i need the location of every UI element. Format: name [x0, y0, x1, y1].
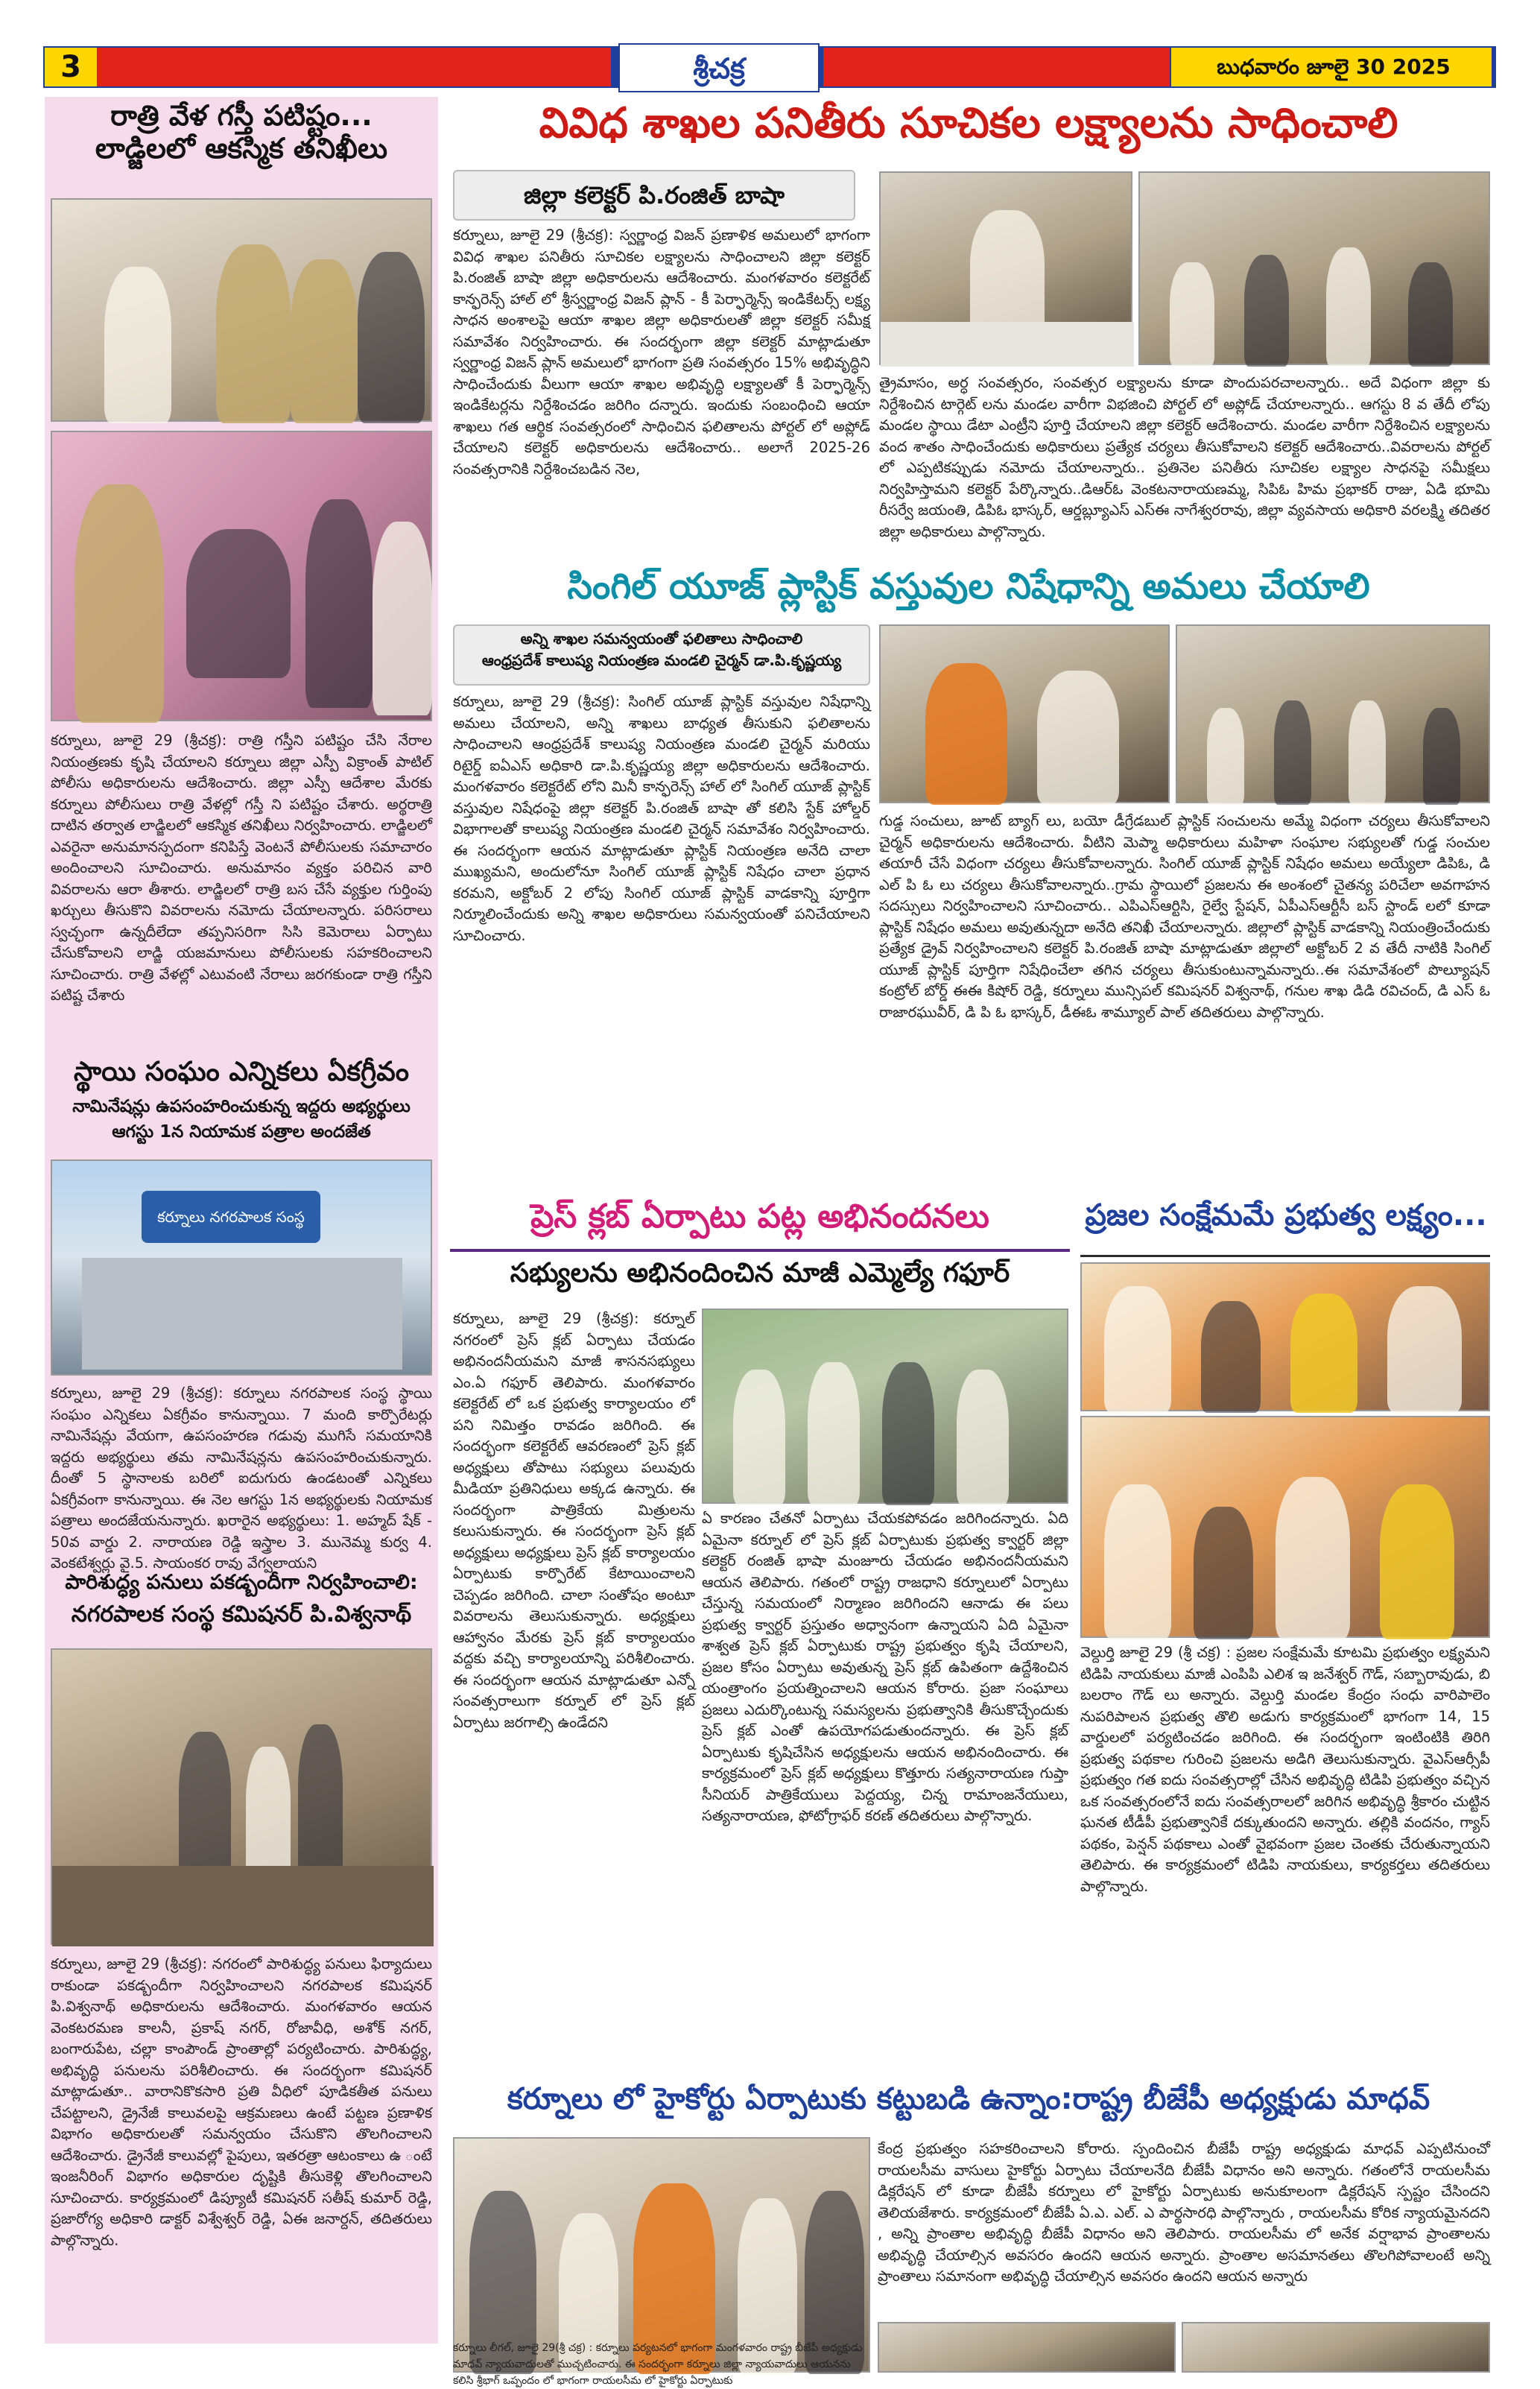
welfare-body: వెల్దుర్తి జూలై 29 (శ్రీ చక్ర) : ప్రజల సంక్షేమమే కూటమి ప్రభుత్వం లక్ష్యమని టిడిపి నాయకులు మాజీ ఎంపిపి ఎలిశ ఇ జనేశ్వర్ గౌడ్, సబ్బారావుడు, బి బలరాం గౌడ్ లు అన్నారు. వెల్దుర్తి మండల కేంద్రం సంధు వారిపాలెం నుపరిపాలన ప్రభుత్వ తొలి అడుగు కార్యక్రమంలో భాగంగా 14, 15 వార్డులలో పర్యటించడం జరిగింది. ఈ సందర్భంగా ఇంటింటికి తిరిగి ప్రభుత్వ పథకాల గురించి ప్రజలను అడిగి తెలుసుకున్నారు. వైఎస్ఆర్సీపీ ప్రభుత్వం గత ఐదు సంవత్సరాల్లో చేసిన అభివృద్ధి టిడిపి ప్రభుత్వం వచ్చిన ఒక సంవత్సరంలోనే ఐదు సంవత్సరాలలో జరిగిన అభివృద్ధి శ్రీకారం చుట్టిన ఘనత టీడీపీ ప్రభుత్వానికే దక్కుతుందని అన్నారు. తల్లికి వందనం, గ్యాస్ పథకం, పెన్షన్ పథకాలు ఎంతో వైభవంగా ప్రజల చెంతకు చేరుతున్నాయని తెలిపారు. ఈ కార్యక్రమంలో టిడిపి నాయకులు, కార్యకర్తలు తదితరులు పాల్గొన్నారు.: [1080, 1644, 1490, 1895]
person-figure: [246, 1747, 291, 1881]
plastic-subhead-1: అన్ని శాఖల సమన్వయంతో ఫలితాలు సాధించాలి: [520, 630, 803, 648]
story-night-patrol-headline: [49, 100, 434, 188]
press-club-rule: [450, 1249, 1070, 1252]
plastic-subhead-box: [453, 624, 870, 686]
high-court-headline: కర్నూలు లో హైకోర్టు ఏర్పాటుకు కట్టుబడి ఉన్నాం:రాష్ట్ర బీజేపీ అధ్యక్షుడు మాధవ్: [507, 2082, 1430, 2116]
masthead-red-band-right: [823, 48, 1170, 86]
person-figure: [1104, 1286, 1171, 1413]
officer-figure: [216, 244, 291, 423]
performance-body-left: కర్నూలు, జూలై 29 (శ్రీచక్ర): స్వర్ణాంధ్ర విజన్ ప్రణాళిక అమలులో భాగంగా వివిధ శాఖల పనితీరు సూచికల లక్ష్యాలను సాధించాలని జిల్లా కలెక్టర్ పి.రంజిత్ బాషా జిల్లా అధికారులను ఆదేశించారు. మంగళవారం కలెక్టరేట్ కాన్ఫరెన్స్ హాల్ లో శ్రీస్వర్ణాంధ్ర విజన్ ప్లాన్ - కీ పెర్ఫార్మెన్స్ ఇండికేటర్స్ లక్ష్య సాధన అంశాలపై ఆయా శాఖల జిల్లా అధికారులతో జిల్లా కలెక్టర్ సమీక్ష సమావేశం నిర్వహించారు. ఈ సందర్భంగా జిల్లా కలెక్టర్ మాట్లాడుతూ స్వర్ణాంధ్ర విజన్ ప్లాన్ అమలులో భాగంగా ప్రతి సంవత్సరం 15% అభివృద్ధిని సాధించేందుకు వీలుగా ఆయా శాఖల అభివృద్ధి లక్ష్యాలతో కీ పెర్ఫార్మెన్స్ ఇండికేటర్లను నిర్దేశించడం జరిగిం దన్నారు. ఇందుకు సంబంధించి ఆయా శాఖలు గత ఆర్థిక సంవత్సరంలో సాధించిన ఫలితాలను పోర్టల్ లో అప్లోడ్ చేయాలని కలెక్టర్ అధికారులను ఆదేశించారు.. అలాగే 2025-26 సంవత్సరానికి నిర్దేశించబడిన నెల,: [453, 227, 870, 478]
person-figure: [1274, 700, 1311, 805]
sanitation-subhead: నగరపాలక సంస్థ కమిషనర్ పి.విశ్వనాథ్: [71, 1601, 412, 1627]
masthead-red-band: [45, 48, 611, 86]
high-court-caption: కర్నూలు లీగల్, జూలై 29(శ్రీ చక్ర) : కర్నూలు పర్యటనలో భాగంగా మంగళవారం రాష్ట్ర బీజేపీ అధ్యక్షుడు మాధవ్ న్యాయవాదులతో ముచ్చటించారు. ఈ సందర్భంగా కర్నూలు జిల్లా న్యాయవాదులు ఆయనను కలిసి శ్రీభాగ్ ఒప్పందం లో భాగంగా రాయలసీమ లో హైకోర్టు ఏర్పాటుకు: [453, 2342, 863, 2387]
performance-body-right: త్రైమాసం, అర్ధ సంవత్సరం, సంవత్సర లక్ష్యాలను కూడా పొందుపరచాలన్నారు.. అదే విధంగా జిల్లా కు నిర్దేశించిన టార్గెట్ లను మండల వారీగా విభజించి పోర్టల్ లో అప్లోడ్ చేయాలన్నారు.. ఆగస్టు 8 వ తేదీ లోపు మండల స్థాయి డేటా ఎంట్రీని పూర్తి చేయాలని జిల్లా కలెక్టర్ ఆదేశించారు. మండల వారీగా నిర్దేశించిన లక్ష్యాలను వంద శాతం సాధించేందుకు అధికారులు ప్రత్యేక చర్యలు తీసుకోవాలని కలెక్టర్ ఆదేశించారు..వివరాలను పోర్టల్ లో ఎప్పటికప్పుడు నమోదు చేయాలన్నారు.. ప్రతినెల పనితీరు సూచికల లక్ష్యాల సాధనపై సమీక్షలు నిర్వహిస్తామని కలెక్టర్ పేర్కొన్నారు..డిఆర్ఓ వెంకటనారాయణమ్మ, సిపిఓ హిమ ప్రభాకర్ రాజు, ఏడి భూమి రీసర్వే జయంతి, డిపిఓ భాస్కర్, ఆర్డబ్ల్యూఎస్ ఎస్ఈ నాగేశ్వరరావు, జిల్లా వ్యవసాయ అధికారి వరలక్ష్మి తదితర జిల్లా అధికారులు పాల్గొన్నారు.: [879, 374, 1490, 540]
review-meeting-photo-2: [1138, 171, 1490, 365]
person-figure: [733, 1370, 785, 1505]
sanitation-inspection-photo: [51, 1648, 432, 1945]
person-figure: [1244, 255, 1289, 367]
sanitation-body: కర్నూలు, జూలై 29 (శ్రీచక్ర): నగరంలో పారిశుద్ధ్య పనులు ఫిర్యాదులు రాకుండా పకడ్బందీగా నిర్వహించాలని నగరపాలక కమిషనర్ పి.విశ్వనాథ్ అధికారులను ఆదేశించారు. మంగళవారం ఆయన వెంకటరమణ కాలనీ, ప్రకాష్ నగర్, రోజావీధి, అశోక్ నగర్, బంగారుపేట, చల్లా కాంపౌండ్ ప్రాంతాల్లో పర్యటించారు. పారిశుద్ధ్య, అభివృద్ధి పనులను పరిశీలించారు. ఈ సందర్భంగా కమిషనర్ మాట్లాడుతూ.. వారానికొకసారి ప్రతి వీధిలో పూడికతీత పనులు చేపట్టాలని, డ్రైనేజీ కాలువలపై ఆక్రమణలు ఉంటే పట్టణ ప్రణాళిక విభాగం అధికారులతో సమన్వయం చేసుకొని తొలగించాలని ఆదేశించారు. డ్రైనేజీ కాలువల్లో పైపులు, ఇతరత్రా ఆటంకాలు ఉ ంటే ఇంజనీరింగ్ విభాగం అధికారుల దృష్టికి తీసుకెళ్లి తొలగించాలని సూచించారు. కార్యక్రమంలో డిప్యూటీ కమిషనర్ సతీష్ కుమార్ రెడ్డి, ప్రజారోగ్య అధికారి డాక్టర్ విశ్వేశ్వర్ రెడ్డి, ఏఈ జనార్దన్, తదితరులు పాల్గొన్నారు.: [51, 1955, 432, 2249]
person-figure: [179, 1732, 231, 1881]
high-court-body: కేంద్ర ప్రభుత్వం సహకరించాలని కోరారు. స్పందించిన బీజేపీ రాష్ట్ర అధ్యక్షుడు మాధవ్ ఎప్పటినుంచో రాయలసీమ వాసులు హైకోర్టు ఏర్పాటు చేయాలనేది బీజేపీ విధానం అని అన్నారు. గతంలోనే రాయలసీమ డిక్లరేషన్ లో కూడా బీజేపీ కర్నూలు లో హైకోర్టు ఏర్పాటుకు అనుకూలంగా డిక్లరేషన్ స్పష్టం చేసిందని తెలియజేశారు. కార్యక్రమంలో బీజేపీ ఏ.ఎ. ఎల్. ఎ పార్థసారధి పాల్గొన్నారు , రాయలసీమ కోరిక న్యాయమైనదని , అన్ని ప్రాంతాల అభివృద్ధి బీజేపీ విధానం అని తెలిపారు. రాయలసీమ లో అనేక వర్షాభావ ప్రాంతాలను అభివృద్ధి చేయాల్సిన అవసరం ఉందని ఆయన అన్నారు. ప్రాంతాల అసమానతలు తొలగిపోవాలంటే అన్ని ప్రాంతాలు సమానంగా అభివృద్ధి చేయాల్సిన అవసరం ఉందని ఆయన అన్నారు: [878, 2140, 1490, 2285]
person-figure: [1387, 1286, 1462, 1413]
press-club-body-left: కర్నూలు, జూలై 29 (శ్రీచక్ర): కర్నూల్ నగరంలో ప్రెస్ క్లబ్ ఏర్పాటు చేయడం అభినందనీయమని మాజీ శాసనసభ్యులు ఎం.ఏ గఫూర్ తెలిపారు. మంగళవారం కలెక్టరేట్ లో ఒక ప్రభుత్వ కార్యాలయం లో పని నిమిత్తం రావడం జరిగింది. ఈ సందర్భంగా కలెక్టరేట్ ఆవరణంలో ప్రెస్ క్లబ్ అధ్యక్షులు తోపాటు సభ్యులు పలువురు మీడియా ప్రతినిధులు అక్కడ ఉన్నారు. ఈ సందర్భంగా పాత్రికేయ మిత్రులను కలుసుకున్నారు. ఈ సందర్భంగా ప్రెస్ క్లబ్ అధ్యక్షులు అధ్యక్షులు ప్రెస్ క్లబ్ కార్యాలయం ఏర్పాటుకు కార్పొరేట్ కేటాయించాలని చెప్పడం జరిగింది. చాలా సంతోషం అంటూ వివరాలను తెలుసుకున్నారు. అధ్యక్షులు ఆహ్వానం మేరకు ప్రెస్ క్లబ్ కార్యాలయం వద్దకు వచ్చి కార్యాలయాన్ని పరిశీలించారు. ఈ సందర్భంగా ఆయన మాట్లాడుతూ ఎన్నో సంవత్సరాలుగా కర్నూల్ లో ప్రెస్ క్లబ్ ఏర్పాటు జరగాల్సి ఉండేదని: [453, 1310, 695, 1731]
person-figure: [1207, 708, 1244, 805]
person-figure: [1104, 1484, 1171, 1639]
night-patrol-photo-2: [51, 431, 432, 721]
standing-committee-headline: స్థాయి సంఘం ఎన్నికలు ఏకగ్రీవం: [73, 1057, 410, 1087]
plastic-meeting-photo-1: [879, 624, 1170, 803]
night-patrol-photo-1: [51, 198, 432, 422]
person-figure: [298, 1724, 343, 1881]
municipal-corporation-photo: [51, 1159, 432, 1376]
standing-committee-subhead-1: నామినేషన్లు ఉపసంహరించుకున్న ఇద్దరు అభ్యర్థులు: [72, 1097, 411, 1116]
collector-figure: [1037, 671, 1119, 805]
review-meeting-photo-1: [879, 171, 1132, 365]
high-court-photo-1: [453, 2137, 870, 2387]
newspaper-logo: శ్రీచక్ర: [618, 43, 820, 92]
table-edge: [881, 322, 1134, 367]
press-club-body-right: ఏ కారణం చేతనో ఏర్పాటు చేయకపోవడం జరిగిందన్నారు. ఏది ఏమైనా కర్నూల్ లో ప్రెస్ క్లబ్ ఏర్పాటుకు ప్రభుత్వ క్వార్టర్ జిల్లా కలెక్టర్ రంజిత్ భాషా మంజూరు చేయడం అభినందనీయమని ఆయన తెలిపారు. గతంలో రాష్ట్ర రాజధాని కర్నూలులో ఏర్పాటు చేస్తున్న సమయంలో నిర్మాణం జరిగిందని ఆనాడు ఈ పలు ప్రభుత్వ క్వార్టర్ ప్రస్తుతం అధ్వానంగా ఉన్నాయని ఏది ఏమైనా శాశ్వత ప్రెస్ క్లబ్ ఏర్పాటుకు రాష్ట్ర ప్రభుత్వం కృషి చేయాలని, ప్రజల కోసం ఏర్పాటు అవుతున్న ప్రెస్ క్లబ్ ఉపితంగా ఉద్దేశించిన యంత్రాంగం ప్రయత్నించాలని ఆయన కోరారు. ప్రజా సంఘాలు ప్రజలు ఎదుర్కొంటున్న సమస్యలను ప్రభుత్వానికి తీసుకొచ్చేందుకు ప్రెస్ క్లబ్ ఎంతో ఉపయోగపడుతుందన్నారు. ఈ ప్రెస్ క్లబ్ ఏర్పాటుకు కృషిచేసిన అధ్యక్షులను ఆయన అభినందించారు. ఈ కార్యక్రమంలో ప్రెస్ క్లబ్ అధ్యక్షులు కొత్తూరు సత్యనారాయణ గుప్తా సీనియర్ పాత్రికేయులు పెద్దయ్య, చిన్న రామాంజనేయులు, సత్యనారాయణ, ఫోటోగ్రాఫర్ కరణ్ తదితరులు పాల్గొన్నారు.: [702, 1510, 1068, 1824]
person-figure: [957, 1370, 1009, 1505]
welfare-photo-1: [1080, 1262, 1490, 1411]
press-club-subhead: సభ్యులను అభినందించిన మాజీ ఎమ్మెల్యే గఫూర్: [510, 1258, 1010, 1288]
press-club-headline: ప్రెస్ క్లబ్ ఏర్పాటు పట్ల అభినందనలు: [530, 1197, 989, 1235]
performance-indicators-headline: వివిధ శాఖల పనితీరు సూచికల లక్ష్యాలను సాధించాలి: [539, 99, 1398, 148]
high-court-photo-2: [878, 2322, 1176, 2373]
tdp-leader-figure: [1380, 1484, 1454, 1639]
night-patrol-body: కర్నూలు, జూలై 29 (శ్రీచక్ర): రాత్రి గస్తీని పటిష్టం చేసి నేరాల నియంత్రణకు కృషి చేయాలని కర్నూలు జిల్లా ఎస్పీ విక్రాంత్ పాటిల్ పోలీసు అధికారులను ఆదేశించారు. జిల్లా ఎస్పీ ఆదేశాల మేరకు కర్నూలు పోలీసులు రాత్రి వేళల్లో గస్తీ ని పటిష్టం చేశారు. అర్థరాత్రి దాటిన తర్వాత లాడ్జిలలో ఆకస్మిక తనిఖీలు నిర్వహించారు. లాడ్జిలలో ఎవరైనా అనుమానస్పదంగా కనిపిస్తే వెంటనే పోలీసులకు సమాచారం అందించాలని సూచించారు. అనుమానం వ్యక్తం పరిచిన వారి వివరాలను ఆరా తీశారు. లాడ్జిలలో రాత్రి బస చేసే వ్యక్తుల గుర్తింపు ఖర్చులు తీసుకొని వివరాలను నమోదు చేయాలన్నారు. పరిసరాలు స్వచ్ఛంగా ఉన్నదీలేదా తప్పనిసరిగా సిసి కెమెరాలు ఏర్పాటు చేసుకోవాలని లాడ్జి యజమానులు పోలీసులకు సహకరించాలని సూచించారు. రాత్రి వేళల్లో ఎటువంటి నేరాలు జరగకుండా రాత్రి గస్తీని పటిష్ట చేశారు: [51, 732, 432, 1004]
person-figure: [1326, 247, 1371, 367]
person-figure: [1170, 262, 1214, 367]
welfare-rule: [1080, 1255, 1490, 1257]
person-figure: [1423, 708, 1460, 805]
standing-committee-subhead-2: ఆగస్టు 1న నియామక పత్రాల అందజేత: [112, 1122, 371, 1142]
press-club-photo: [702, 1309, 1068, 1504]
plastic-body-right: గుడ్డ సంచులు, జూట్ బ్యాగ్ లు, బయో డీగ్రేడబుల్ ప్లాస్టిక్ సంచులను అమ్మే విధంగా చర్యలు తీసుకోవాలని చైర్మన్ అధికారులను ఆదేశించారు. వీటిని మెప్మా అధికారులు మహిళా సంఘాల సభ్యులతో గుడ్డ సంచుల తయారీ చేసే విధంగా చర్యలు తీసుకోవాలన్నారు. సింగిల్ యూజ్ ప్లాస్టిక్ నిషేధం అమలు అయ్యేలా డిపిఓ, డి ఎల్ పి ఓ లు చర్యలు తీసుకోవాలన్నారు..గ్రామ స్థాయిలో ప్రజలను ఈ అంశంలో చైతన్య పరిచేలా అవగాహన సదస్సులు నిర్వహించాలని సూచించారు.. ఎపిఎస్ఆర్టిసి, రైల్వే స్టేషన్, ఏపీఎస్ఆర్టీసీ బస్ స్టాండ్ లలో కూడా ప్లాస్టిక్ నిషేధం అమలు అవుతున్నదా అనేది తనిఖీ చేయాలన్నారు. జిల్లాలో ప్లాస్టిక్ వాడకాన్ని నియంత్రించేందుకు ప్రత్యేక డ్రైవ్ నిర్వహించాలని కలెక్టర్ పి.రంజిత్ బాషా మాట్లాడుతూ జిల్లాలో అక్టోబర్ 2 వ తేదీ నాటికి సింగిల్ యూజ్ ప్లాస్టిక్ పూర్తిగా నిషేధించేలా తగిన చర్యలు తీసుకుంటున్నామన్నారు..ఈ సమావేశంలో పొల్యూషన్ కంట్రోల్ బోర్డ్ ఈఈ కిషోర్ రెడ్డి, కర్నూలు మున్సిపల్ కమిషనర్ విశ్వనాథ్, గనుల శాఖ డిడి రవిచంద్, డి ఎస్ ఓ రాజారఘువీర్, డి పి ఓ భాస్కర్, డీఈఓ శామ్యూల్ పాల్ తదితరులు పాల్గొన్నారు.: [879, 812, 1490, 1021]
headline-line: రాత్రి వేళ గస్తీ పటిష్టం...: [110, 99, 373, 132]
chairman-figure: [925, 663, 1007, 805]
officer-figure: [75, 484, 164, 723]
headline-line: లాడ్జిలలో ఆకస్మిక తనిఖీలు: [95, 131, 388, 165]
person-figure: [373, 522, 432, 715]
collector-byline-box: జిల్లా కలెక్టర్ పి.రంజిత్ బాషా: [453, 170, 855, 221]
person-figure: [1194, 1507, 1253, 1639]
person-figure: [305, 499, 373, 708]
drain-trench: [52, 1866, 434, 1946]
building-sign: కర్నూలు నగరపాలక సంస్థ: [142, 1191, 320, 1243]
building-block: [82, 1258, 402, 1370]
welfare-headline: ప్రజల సంక్షేమమే ప్రభుత్వ లక్ష్యం...: [1085, 1198, 1487, 1233]
high-court-photo-3: [1182, 2322, 1490, 2373]
page-number: 3: [45, 48, 97, 86]
single-use-plastic-headline: సింగిల్ యూజ్ ప్లాస్టిక్ వస్తువుల నిషేధాన్ని అమలు చేయాలి: [567, 566, 1370, 607]
plastic-subhead-2: ఆంధ్రప్రదేశ్ కాలుష్య నియంత్రణ మండలి చైర్మన్ డా.పి.కృష్ణయ్య: [481, 651, 842, 669]
bag-figure: [186, 529, 291, 678]
person-figure: [1349, 700, 1386, 805]
welfare-photo-2: [1080, 1416, 1490, 1638]
dateline: బుధవారం జూలై 30 2025: [1217, 54, 1451, 79]
officer-figure: [291, 259, 358, 423]
person-figure: [104, 267, 171, 423]
sanitation-headline: పారిశుద్ధ్య పనులు పకడ్బందీగా నిర్వహించాలి:: [65, 1571, 418, 1594]
person-figure: [1276, 1477, 1350, 1639]
person-figure: [1201, 1301, 1261, 1413]
person-figure: [1408, 262, 1453, 367]
tdp-leader-figure: [1290, 1294, 1357, 1413]
plastic-body-left: కర్నూలు, జూలై 29 (శ్రీచక్ర): సింగిల్ యూజ్ ప్లాస్టిక్ వస్తువుల నిషేధాన్ని అమలు చేయాలని, అన్ని శాఖలు బాధ్యత తీసుకుని ఫలితాలను సాధించాలని ఆంధ్రప్రదేశ్ కాలుష్య నియంత్రణ మండలి చైర్మన్ మరియు రిటైర్డ్ ఐఏఎస్ అధికారి డా.పి.కృష్ణయ్య జిల్లా అధికారులను ఆదేశించారు. మంగళవారం కలెక్టరేట్ లోని మినీ కాన్ఫరెన్స్ హాల్ లో సింగిల్ యూజ్ ప్లాస్టిక్ వస్తువుల నిషేధంపై జిల్లా కలెక్టర్ పి.రంజిత్ బాషా తో కలిసి స్టేక్ హోల్డర్ విభాగాలతో కాలుష్య నియంత్రణ మండలి చైర్మన్ సమావేశం నిర్వహించారు. ఈ సందర్భంగా ఆయన మాట్లాడుతూ ప్లాస్టిక్ నియంత్రణ అనేది చాలా ముఖ్యమని, అందులోనూ సింగిల్ యూజ్ ప్లాస్టిక్ నిషేధం చాలా ప్రధాన కరమని, అక్టోబర్ 2 లోపు సింగిల్ యూజ్ ప్లాస్టిక్ వాడకాన్ని పూర్తిగా నిర్మూలించేందుకు అన్ని శాఖల అధికారులు సమన్వయంతో పనిచేయాలని సూచించారు.: [453, 693, 870, 944]
person-figure: [808, 1362, 860, 1505]
standing-committee-body: కర్నూలు, జూలై 29 (శ్రీచక్ర): కర్నూలు నగరపాలక సంస్థ స్థాయి సంఘం ఎన్నికలు ఏకగ్రీవం కానున్నాయి. 7 మంది కార్పొరేటర్లు నామినేషన్లు వేయగా, ఉపసంహరణ గడువు ముగిసే సమయానికి ఇద్దరు అభ్యర్థులు తమ నామినేషన్లను ఉపసంహరించుకున్నారు. దీంతో 5 స్థానాలకు బరిలో ఐదుగురు ఉండటంతో ఎన్నికలు ఏకగ్రీవంగా కానున్నాయి. ఈ నెల ఆగస్టు 1న అభ్యర్థులకు నియామక పత్రాలు అందజేయనున్నారు. ఖరారైన అభ్యర్థులు: 1. అహ్మద్ షేక్ - 50వ వార్డు 2. నారాయణ రెడ్డి ఇస్త్రాల 3. మునెమ్మ కుర్వ 4. వెంకటేశ్వర్లు వై.5. సాయంకర రావు వేగ్వలాయని: [51, 1385, 432, 1572]
plastic-meeting-photo-2: [1176, 624, 1490, 803]
person-figure: [882, 1362, 934, 1505]
person-figure: [358, 252, 425, 423]
